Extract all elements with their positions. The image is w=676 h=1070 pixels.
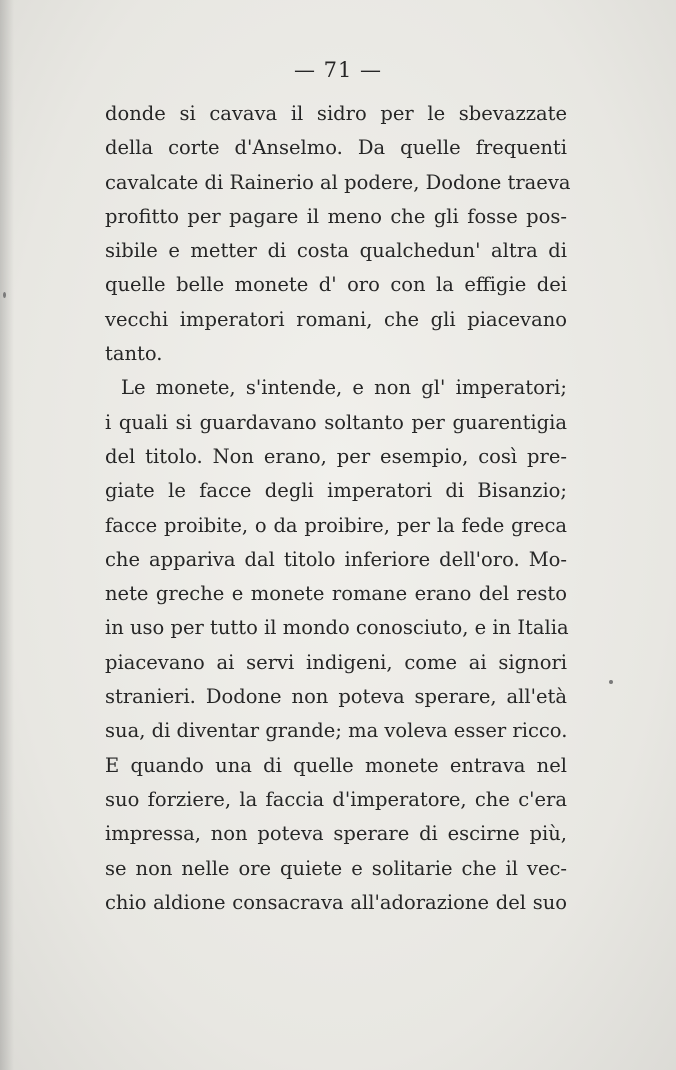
page-edge-shadow — [0, 0, 14, 1070]
text-line: impressa, non poteva sperare di escirne più, — [105, 822, 567, 846]
text-line: vecchi imperatori romani, che gli piacevano — [105, 307, 567, 331]
text-line: che appariva dal titolo inferiore dell'oro. Mo- — [105, 547, 567, 571]
text-line: sua, di diventar grande; ma voleva esser ricco. — [105, 719, 568, 743]
text-line: stranieri. Dodone non poteva sperare, all'età — [105, 685, 567, 709]
text-line: donde si cavava il sidro per le sbevazzate — [105, 102, 567, 125]
text-line: nete greche e monete romane erano del resto — [105, 582, 567, 606]
text-line: giate le facce degli imperatori di Bisanzio; — [105, 479, 567, 503]
page-number: — 71 — — [293, 58, 383, 82]
text-line: piacevano ai servi indigeni, come ai signori — [105, 650, 567, 674]
text-line: tanto. — [105, 342, 163, 366]
text-line: i quali si guardavano soltanto per guarentigia — [105, 410, 567, 434]
text-line: E quando una di quelle monete entrava nel — [105, 753, 567, 777]
text-line: della corte d'Anselmo. Da quelle frequenti — [105, 136, 567, 160]
paper-speck — [609, 680, 613, 684]
text-line: Le monete, s'intende, e non gl' imperatori; — [121, 376, 567, 400]
text-line: se non nelle ore quiete e solitarie che il vec- — [105, 856, 567, 880]
paper-speck — [3, 292, 6, 298]
text-line: facce proibite, o da proibire, per la fede greca — [105, 513, 567, 537]
text-line: chio aldione consacrava all'adorazione del suo — [105, 890, 567, 914]
text-line: profitto per pagare il meno che gli fosse pos- — [105, 204, 567, 228]
text-line: sibile e metter di costa qualchedun' altra di — [105, 239, 567, 263]
text-line: quelle belle monete d' oro con la effigie dei — [105, 273, 567, 297]
body-text — [105, 97, 571, 920]
text-line: in uso per tutto il mondo conosciuto, e in Italia — [105, 616, 569, 640]
text-line: suo forziere, la faccia d'imperatore, che c'era — [105, 787, 567, 811]
text-line: del titolo. Non erano, per esempio, così pre- — [105, 444, 567, 468]
text-line: cavalcate di Rainerio al podere, Dodone traeva — [105, 170, 571, 194]
